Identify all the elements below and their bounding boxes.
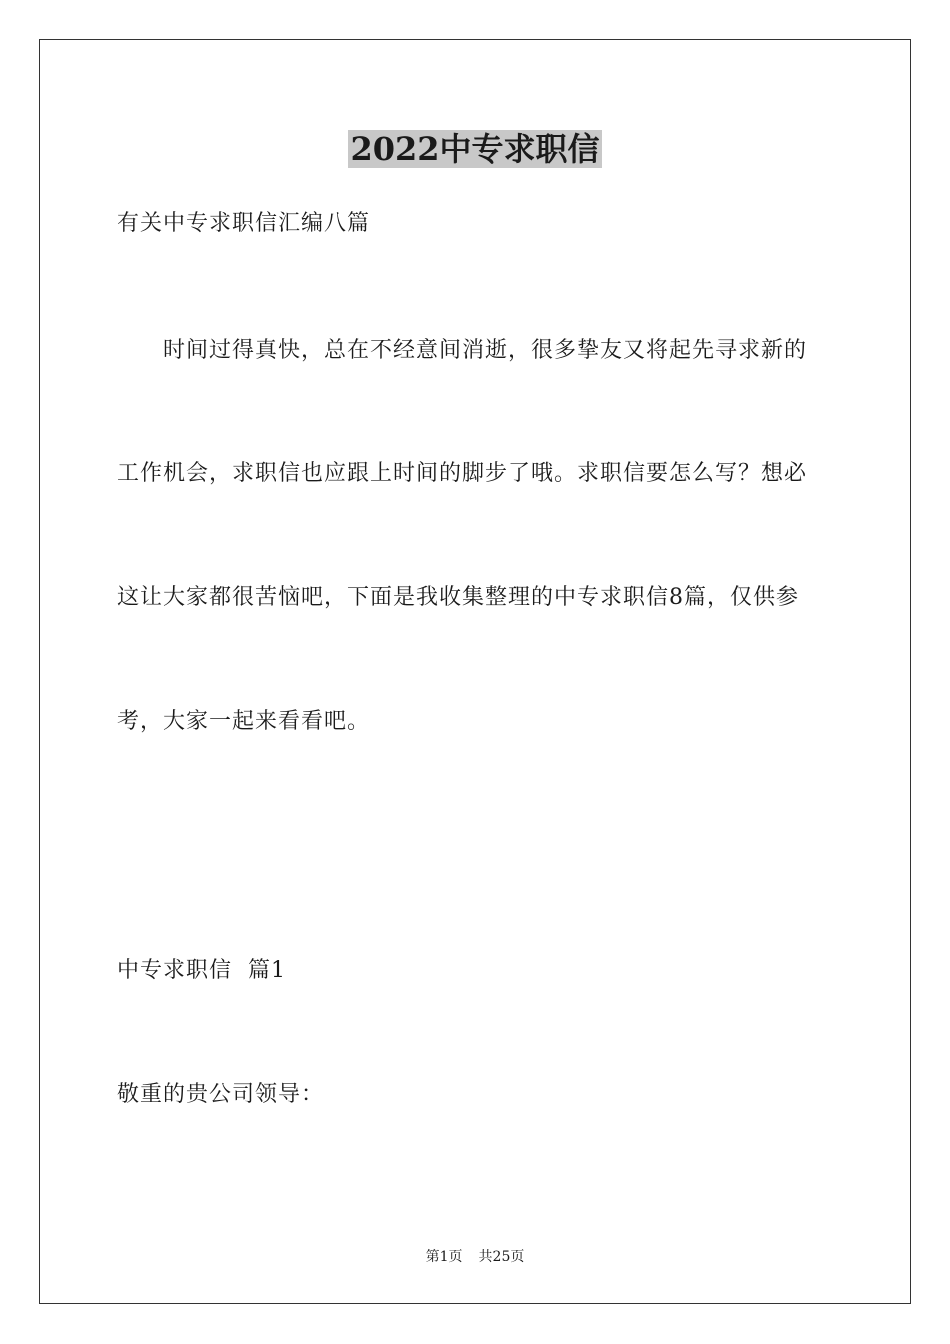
salutation: 敬重的贵公司领导：: [117, 1082, 325, 1107]
paragraph-line-1: 时间过得真快，总在不经意间消逝，很多挚友又将起先寻求新的: [163, 338, 808, 363]
paragraph-line-2: 工作机会，求职信也应跟上时间的脚步了哦。求职信要怎么写？想必: [117, 461, 808, 486]
document-subtitle: 有关中专求职信汇编八篇: [117, 211, 371, 236]
document-title-text: 2022中专求职信: [350, 130, 600, 168]
page-total: 共25页: [478, 1249, 525, 1265]
page-current: 第1页: [425, 1249, 463, 1265]
document-title: [0, 128, 950, 170]
paragraph-line-3: 这让大家都很苦恼吧，下面是我收集整理的中专求职信8篇，仅供参: [117, 585, 799, 610]
paragraph-line-4: 考，大家一起来看看吧。: [117, 709, 371, 734]
page-footer: [0, 1247, 950, 1267]
section-heading: 中专求职信 篇1: [117, 958, 286, 983]
